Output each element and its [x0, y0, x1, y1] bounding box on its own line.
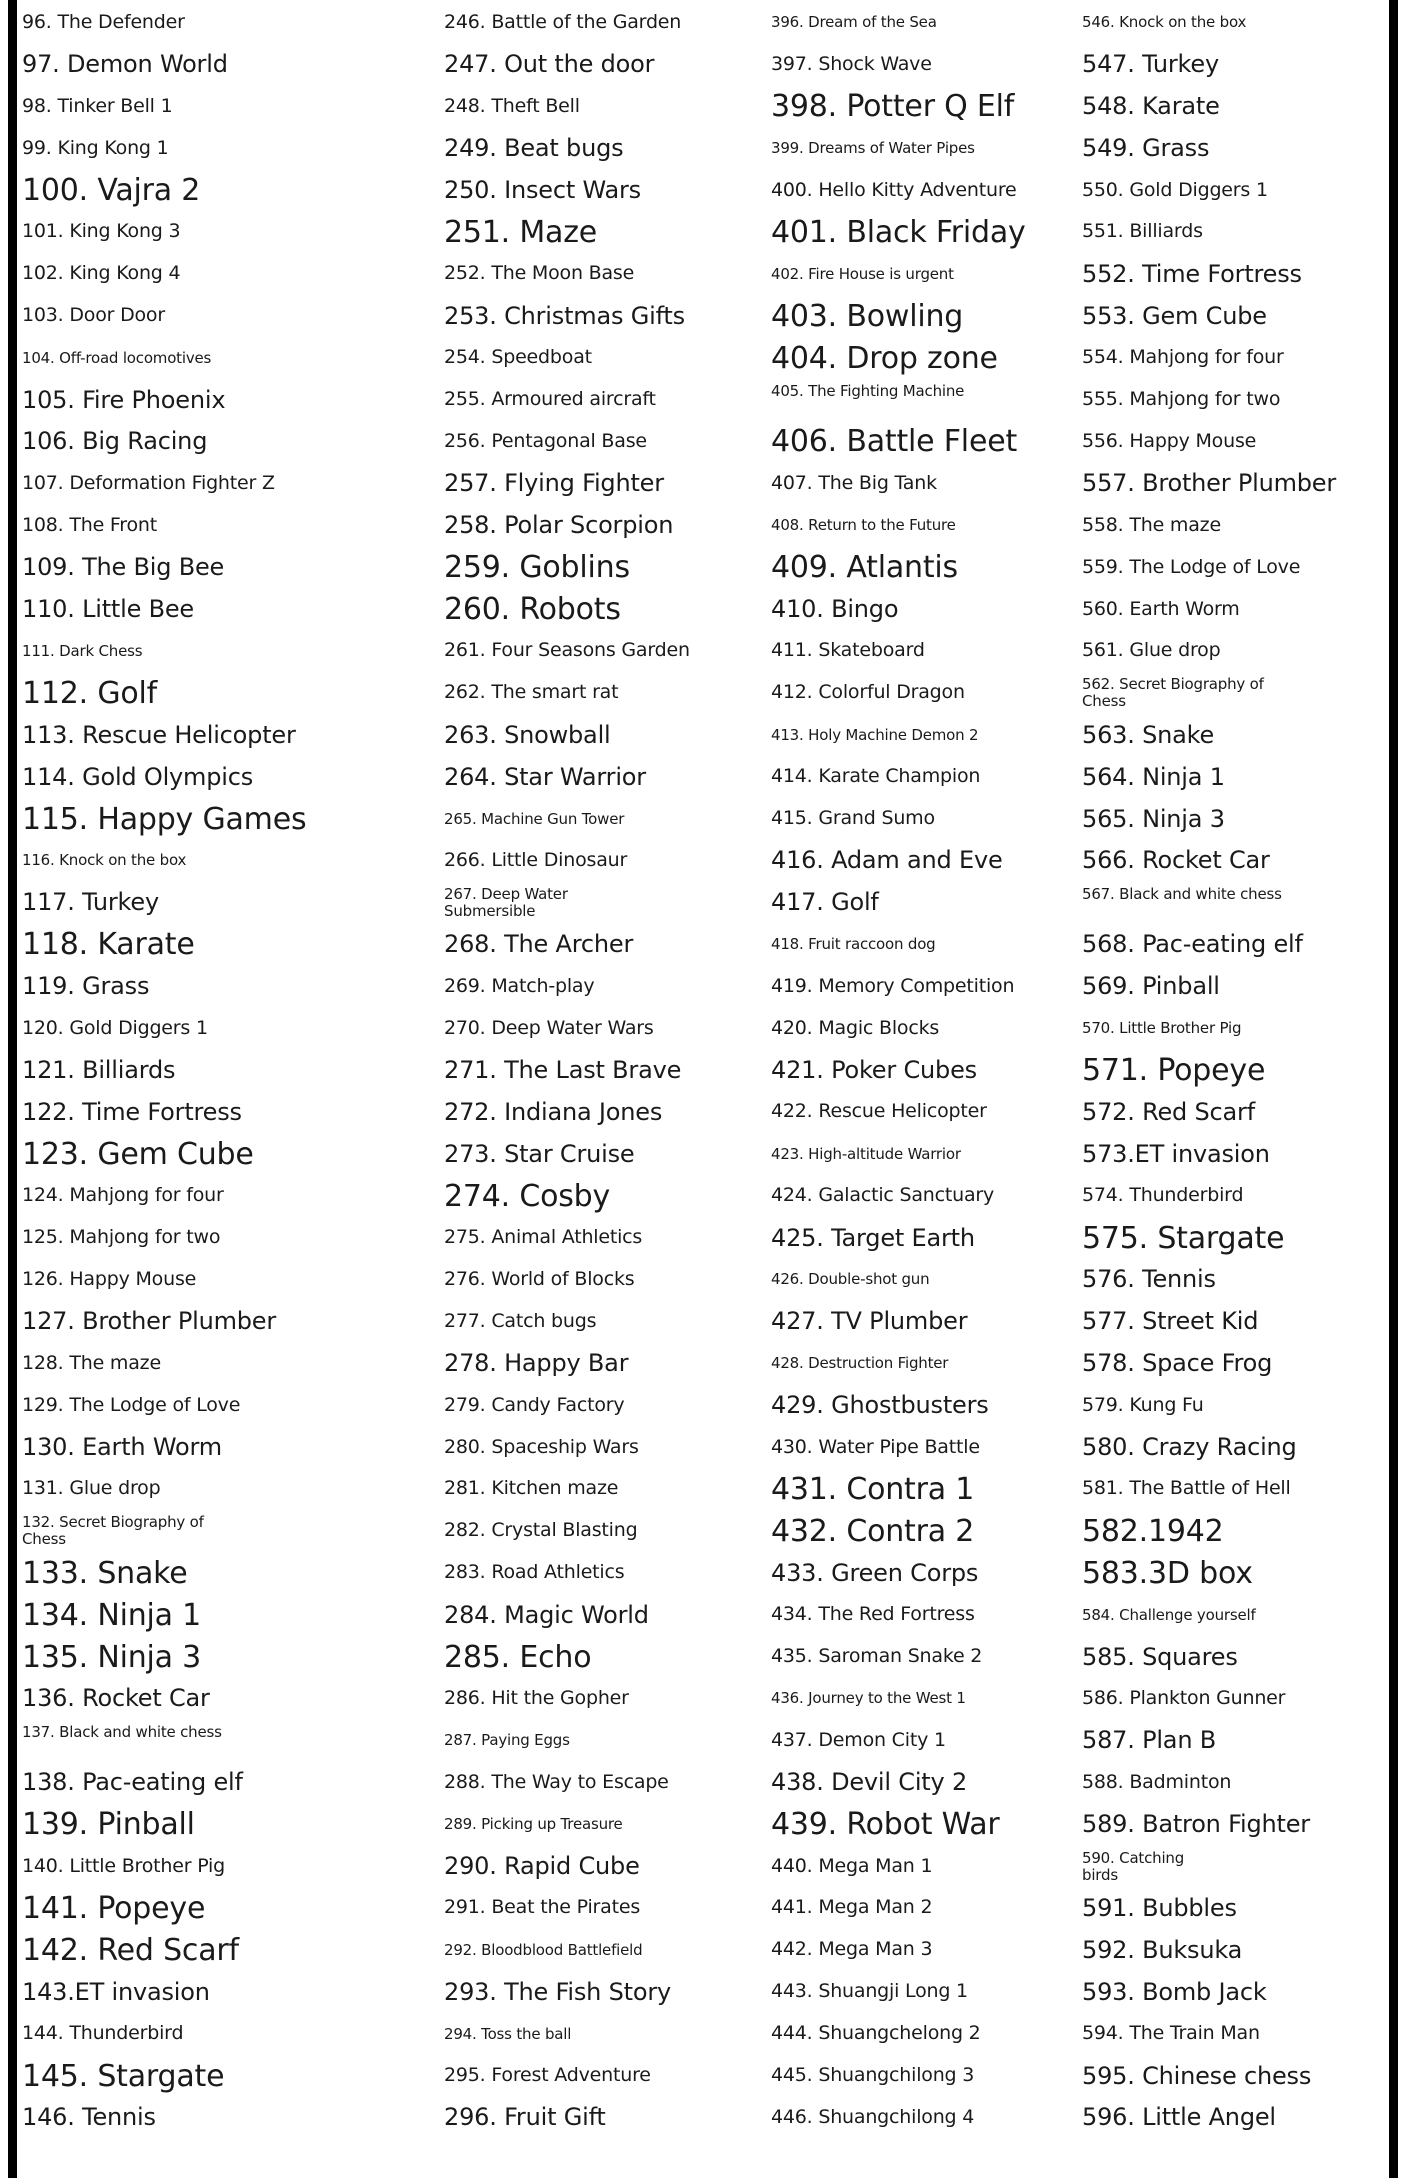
- game-list-item: 440. Mega Man 1: [771, 1855, 933, 1877]
- game-list-item: 108. The Front: [22, 514, 157, 536]
- game-list-item: 561. Glue drop: [1082, 639, 1221, 661]
- game-list-item: 138. Pac-eating elf: [22, 1768, 243, 1796]
- game-list-item: 411. Skateboard: [771, 639, 925, 661]
- game-list-item: 414. Karate Champion: [771, 765, 981, 787]
- game-list-item: 402. Fire House is urgent: [771, 265, 954, 283]
- game-list-item: 278. Happy Bar: [444, 1349, 629, 1377]
- game-list-item: 261. Four Seasons Garden: [444, 639, 690, 661]
- game-list-item: 131. Glue drop: [22, 1477, 161, 1499]
- game-list-item: 118. Karate: [22, 927, 195, 962]
- game-list-item: 566. Rocket Car: [1082, 846, 1270, 874]
- game-list-item: 281. Kitchen maze: [444, 1477, 619, 1499]
- game-list-item: 259. Goblins: [444, 550, 630, 585]
- game-list-item: 584. Challenge yourself: [1082, 1606, 1256, 1624]
- game-list-item: 570. Little Brother Pig: [1082, 1019, 1242, 1037]
- game-list-item: 399. Dreams of Water Pipes: [771, 139, 975, 157]
- game-list-item: 578. Space Frog: [1082, 1349, 1273, 1377]
- game-list-item: 96. The Defender: [22, 11, 185, 33]
- game-list-item: 265. Machine Gun Tower: [444, 810, 625, 828]
- game-list-item: 417. Golf: [771, 888, 879, 916]
- game-list-item: 296. Fruit Gift: [444, 2103, 606, 2131]
- game-list-item: 549. Grass: [1082, 134, 1210, 162]
- game-list-item: 263. Snowball: [444, 721, 611, 749]
- game-list-item: 271. The Last Brave: [444, 1056, 682, 1084]
- game-list-item: 292. Bloodblood Battlefield: [444, 1941, 643, 1959]
- game-list-item: 135. Ninja 3: [22, 1640, 202, 1675]
- game-list-item: 574. Thunderbird: [1082, 1184, 1244, 1206]
- game-list-item: 555. Mahjong for two: [1082, 388, 1281, 410]
- game-list-item: 413. Holy Machine Demon 2: [771, 726, 979, 744]
- game-list-item: 127. Brother Plumber: [22, 1307, 277, 1335]
- game-list-item: 436. Journey to the West 1: [771, 1689, 966, 1707]
- game-list-item: 110. Little Bee: [22, 595, 194, 623]
- game-list-item: 396. Dream of the Sea: [771, 13, 937, 31]
- game-list-item: 552. Time Fortress: [1082, 260, 1302, 288]
- game-list-item: 580. Crazy Racing: [1082, 1433, 1297, 1461]
- game-list-item: 553. Gem Cube: [1082, 302, 1267, 330]
- game-list-item: 443. Shuangji Long 1: [771, 1980, 968, 2002]
- game-list-item: 418. Fruit raccoon dog: [771, 935, 936, 953]
- game-list-item: 282. Crystal Blasting: [444, 1519, 638, 1541]
- game-list-item: 547. Turkey: [1082, 50, 1219, 78]
- game-list-item: 140. Little Brother Pig: [22, 1855, 225, 1877]
- game-list-item: 105. Fire Phoenix: [22, 386, 226, 414]
- game-list-item: 573.ET invasion: [1082, 1140, 1270, 1168]
- game-list-item: 434. The Red Fortress: [771, 1603, 975, 1625]
- game-list-item: 432. Contra 2: [771, 1514, 975, 1549]
- game-list-item: 557. Brother Plumber: [1082, 469, 1337, 497]
- game-list-item: 99. King Kong 1: [22, 137, 169, 159]
- game-list-item: 444. Shuangchelong 2: [771, 2022, 981, 2044]
- game-list-item: 283. Road Athletics: [444, 1561, 625, 1583]
- game-list-item: 592. Buksuka: [1082, 1936, 1243, 1964]
- game-list-item: 100. Vajra 2: [22, 173, 201, 208]
- game-list-item: 126. Happy Mouse: [22, 1268, 197, 1290]
- game-list-item: 291. Beat the Pirates: [444, 1896, 641, 1918]
- game-list-item: 139. Pinball: [22, 1807, 195, 1842]
- game-list-item: 294. Toss the ball: [444, 2025, 572, 2043]
- game-list-item: 589. Batron Fighter: [1082, 1810, 1310, 1838]
- game-list-item: 264. Star Warrior: [444, 763, 646, 791]
- left-border: [8, 0, 17, 2178]
- game-list-item: 439. Robot War: [771, 1807, 1000, 1842]
- game-list-item: 117. Turkey: [22, 888, 159, 916]
- game-list-item: 125. Mahjong for two: [22, 1226, 221, 1248]
- game-list-item: 591. Bubbles: [1082, 1894, 1237, 1922]
- game-list-item: 594. The Train Man: [1082, 2022, 1260, 2044]
- game-list-item: 260. Robots: [444, 592, 621, 627]
- game-list-item: 596. Little Angel: [1082, 2103, 1276, 2131]
- right-border: [1389, 0, 1398, 2178]
- game-list-item: 270. Deep Water Wars: [444, 1017, 654, 1039]
- game-list-item: 569. Pinball: [1082, 972, 1220, 1000]
- game-list-item: 419. Memory Competition: [771, 975, 1015, 997]
- game-list-item: 106. Big Racing: [22, 427, 208, 455]
- game-list-item: 102. King Kong 4: [22, 262, 181, 284]
- game-list-item: 289. Picking up Treasure: [444, 1815, 623, 1833]
- game-list-item: 572. Red Scarf: [1082, 1098, 1255, 1126]
- game-list-item: 111. Dark Chess: [22, 642, 143, 660]
- game-list-item: 408. Return to the Future: [771, 516, 956, 534]
- game-list-item: 551. Billiards: [1082, 220, 1203, 242]
- game-list-item: 442. Mega Man 3: [771, 1938, 933, 1960]
- game-list-item: 550. Gold Diggers 1: [1082, 179, 1268, 201]
- game-list-item: 575. Stargate: [1082, 1221, 1285, 1256]
- game-list-item: 262. The smart rat: [444, 681, 619, 703]
- game-list-item: 435. Saroman Snake 2: [771, 1645, 983, 1667]
- game-list-item: 548. Karate: [1082, 92, 1220, 120]
- game-list-item: 254. Speedboat: [444, 346, 592, 368]
- game-list-item: 288. The Way to Escape: [444, 1771, 669, 1793]
- game-list-item: 116. Knock on the box: [22, 851, 187, 869]
- game-list-item: 248. Theft Bell: [444, 95, 580, 117]
- game-list-item: 428. Destruction Fighter: [771, 1354, 949, 1372]
- game-list-item: 426. Double-shot gun: [771, 1270, 930, 1288]
- game-list-item: 583.3D box: [1082, 1556, 1253, 1591]
- game-list-item: 425. Target Earth: [771, 1224, 975, 1252]
- game-list-item: 398. Potter Q Elf: [771, 89, 1015, 124]
- game-list-item: 269. Match-play: [444, 975, 595, 997]
- game-list-item: 554. Mahjong for four: [1082, 346, 1284, 368]
- game-list-item: 585. Squares: [1082, 1643, 1238, 1671]
- game-list-item: 407. The Big Tank: [771, 472, 937, 494]
- game-list-item: 565. Ninja 3: [1082, 805, 1225, 833]
- game-list-item: 284. Magic World: [444, 1601, 649, 1629]
- game-list-item: 247. Out the door: [444, 50, 655, 78]
- game-list-item: 277. Catch bugs: [444, 1310, 597, 1332]
- game-list-item: 559. The Lodge of Love: [1082, 556, 1301, 578]
- game-list-item: 546. Knock on the box: [1082, 13, 1247, 31]
- game-list-item: 258. Polar Scorpion: [444, 511, 674, 539]
- game-list-item: 400. Hello Kitty Adventure: [771, 179, 1017, 201]
- game-list-item: 134. Ninja 1: [22, 1598, 202, 1633]
- game-list-item: 122. Time Fortress: [22, 1098, 242, 1126]
- game-list-item: 290. Rapid Cube: [444, 1852, 640, 1880]
- game-list-item: 101. King Kong 3: [22, 220, 181, 242]
- game-list-item: 109. The Big Bee: [22, 553, 225, 581]
- game-list-item: 293. The Fish Story: [444, 1978, 672, 2006]
- game-list-item: 429. Ghostbusters: [771, 1391, 989, 1419]
- game-list-item: 141. Popeye: [22, 1891, 206, 1926]
- game-list-item: 422. Rescue Helicopter: [771, 1100, 987, 1122]
- game-list-item: 136. Rocket Car: [22, 1684, 210, 1712]
- game-list-item: 119. Grass: [22, 972, 150, 1000]
- game-list-item: 438. Devil City 2: [771, 1768, 968, 1796]
- game-list-item: 255. Armoured aircraft: [444, 388, 656, 410]
- game-list-item: 568. Pac-eating elf: [1082, 930, 1303, 958]
- game-list-item: 132. Secret Biography of Chess: [22, 1513, 204, 1549]
- game-list-item: 251. Maze: [444, 215, 598, 250]
- game-list-item: 115. Happy Games: [22, 802, 307, 837]
- game-list-item: 427. TV Plumber: [771, 1307, 968, 1335]
- game-list-item: 104. Off-road locomotives: [22, 349, 212, 367]
- game-list-item: 113. Rescue Helicopter: [22, 721, 296, 749]
- game-list-item: 285. Echo: [444, 1640, 592, 1675]
- game-list-item: 564. Ninja 1: [1082, 763, 1225, 791]
- game-list-item: 430. Water Pipe Battle: [771, 1436, 980, 1458]
- game-list-item: 252. The Moon Base: [444, 262, 635, 284]
- game-list-item: 423. High-altitude Warrior: [771, 1145, 961, 1163]
- game-list-item: 404. Drop zone: [771, 341, 998, 376]
- game-list-item: 144. Thunderbird: [22, 2022, 184, 2044]
- game-list-item: 421. Poker Cubes: [771, 1056, 977, 1084]
- game-list-item: 120. Gold Diggers 1: [22, 1017, 208, 1039]
- game-list-item: 560. Earth Worm: [1082, 598, 1240, 620]
- game-list-item: 273. Star Cruise: [444, 1140, 635, 1168]
- game-list-item: 577. Street Kid: [1082, 1307, 1259, 1335]
- game-list-item: 406. Battle Fleet: [771, 424, 1018, 459]
- game-list-item: 416. Adam and Eve: [771, 846, 1003, 874]
- game-list-item: 415. Grand Sumo: [771, 807, 935, 829]
- game-list-item: 128. The maze: [22, 1352, 161, 1374]
- game-list-item: 256. Pentagonal Base: [444, 430, 647, 452]
- game-list-item: 581. The Battle of Hell: [1082, 1477, 1291, 1499]
- game-list-item: 587. Plan B: [1082, 1726, 1217, 1754]
- game-list-item: 275. Animal Athletics: [444, 1226, 643, 1248]
- game-list-item: 250. Insect Wars: [444, 176, 641, 204]
- game-list-item: 286. Hit the Gopher: [444, 1687, 629, 1709]
- game-list-item: 567. Black and white chess: [1082, 885, 1282, 903]
- game-list-item: 107. Deformation Fighter Z: [22, 472, 275, 494]
- game-list-item: 576. Tennis: [1082, 1265, 1216, 1293]
- game-list-item: 97. Demon World: [22, 50, 228, 78]
- game-list-item: 114. Gold Olympics: [22, 763, 254, 791]
- game-list-item: 295. Forest Adventure: [444, 2064, 651, 2086]
- game-list-item: 401. Black Friday: [771, 215, 1026, 250]
- game-list-item: 595. Chinese chess: [1082, 2062, 1312, 2090]
- game-list-item: 137. Black and white chess: [22, 1723, 222, 1741]
- game-list-item: 268. The Archer: [444, 930, 634, 958]
- game-list-item: 445. Shuangchilong 3: [771, 2064, 975, 2086]
- game-list-item: 579. Kung Fu: [1082, 1394, 1204, 1416]
- game-list-item: 143.ET invasion: [22, 1978, 210, 2006]
- game-list-item: 441. Mega Man 2: [771, 1896, 933, 1918]
- game-list-item: 409. Atlantis: [771, 550, 958, 585]
- game-list-item: 267. Deep Water Submersible: [444, 885, 568, 921]
- game-list-item: 558. The maze: [1082, 514, 1221, 536]
- game-list-item: 280. Spaceship Wars: [444, 1436, 639, 1458]
- game-list-item: 571. Popeye: [1082, 1053, 1266, 1088]
- game-list-item: 590. Catching birds: [1082, 1849, 1185, 1885]
- game-list-item: 257. Flying Fighter: [444, 469, 664, 497]
- game-list-item: 424. Galactic Sanctuary: [771, 1184, 995, 1206]
- game-list-item: 130. Earth Worm: [22, 1433, 222, 1461]
- game-list-item: 121. Billiards: [22, 1056, 176, 1084]
- game-list-item: 431. Contra 1: [771, 1472, 975, 1507]
- game-list-item: 124. Mahjong for four: [22, 1184, 224, 1206]
- game-list-item: 129. The Lodge of Love: [22, 1394, 241, 1416]
- game-list-item: 586. Plankton Gunner: [1082, 1687, 1286, 1709]
- game-list-item: 142. Red Scarf: [22, 1933, 239, 1968]
- game-list-item: 145. Stargate: [22, 2059, 225, 2094]
- game-list-item: 562. Secret Biography of Chess: [1082, 675, 1264, 711]
- game-list-item: 437. Demon City 1: [771, 1729, 946, 1751]
- game-list-item: 272. Indiana Jones: [444, 1098, 663, 1126]
- game-list-item: 405. The Fighting Machine: [771, 382, 965, 400]
- game-list-item: 563. Snake: [1082, 721, 1215, 749]
- game-list-item: 588. Badminton: [1082, 1771, 1232, 1793]
- game-list-item: 246. Battle of the Garden: [444, 11, 682, 33]
- game-list-item: 593. Bomb Jack: [1082, 1978, 1267, 2006]
- game-list-item: 249. Beat bugs: [444, 134, 624, 162]
- game-list-item: 253. Christmas Gifts: [444, 302, 685, 330]
- game-list-item: 446. Shuangchilong 4: [771, 2106, 975, 2128]
- game-list-item: 397. Shock Wave: [771, 53, 932, 75]
- game-list-item: 412. Colorful Dragon: [771, 681, 965, 703]
- game-list-item: 274. Cosby: [444, 1179, 611, 1214]
- game-list-item: 98. Tinker Bell 1: [22, 95, 173, 117]
- game-list-item: 556. Happy Mouse: [1082, 430, 1257, 452]
- game-list-item: 133. Snake: [22, 1556, 188, 1591]
- game-list-item: 420. Magic Blocks: [771, 1017, 940, 1039]
- game-list-item: 433. Green Corps: [771, 1559, 979, 1587]
- game-list-item: 403. Bowling: [771, 299, 964, 334]
- game-list-item: 582.1942: [1082, 1514, 1224, 1549]
- game-list-item: 266. Little Dinosaur: [444, 849, 628, 871]
- game-list-item: 410. Bingo: [771, 595, 899, 623]
- game-list-item: 276. World of Blocks: [444, 1268, 635, 1290]
- game-list-item: 146. Tennis: [22, 2103, 156, 2131]
- game-list-item: 123. Gem Cube: [22, 1137, 254, 1172]
- game-list-item: 279. Candy Factory: [444, 1394, 625, 1416]
- game-list-item: 287. Paying Eggs: [444, 1731, 570, 1749]
- game-list-item: 103. Door Door: [22, 304, 165, 326]
- game-list-item: 112. Golf: [22, 676, 158, 711]
